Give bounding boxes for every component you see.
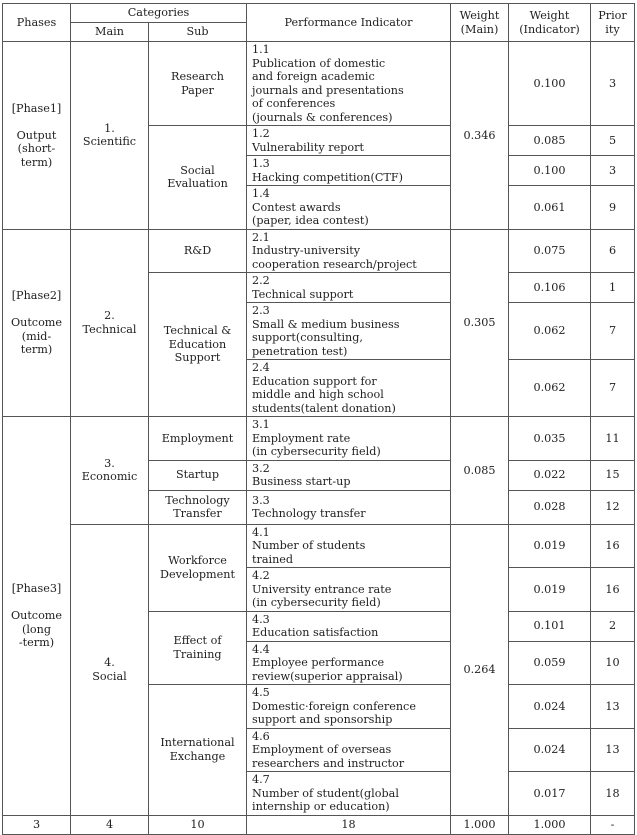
weight-indicator-cell: 0.019 <box>509 568 591 612</box>
priority-cell: 15 <box>591 460 635 490</box>
priority-cell: 13 <box>591 685 635 729</box>
main-category-cell: 2. Technical <box>71 229 149 417</box>
header-sub: Sub <box>149 23 247 42</box>
sub-category-cell: Research Paper <box>149 42 247 126</box>
indicator-number: 4.1 <box>252 525 270 539</box>
indicator-number: 2.4 <box>252 361 270 374</box>
indicator-text: Employment rate (in cybersecurity field) <box>252 431 381 458</box>
indicator-text: Number of student(global internship or education) <box>252 786 399 813</box>
header-weight-main: Weight (Main) <box>451 4 509 42</box>
indicator-number: 4.2 <box>252 569 270 582</box>
weight-indicator-cell: 0.106 <box>509 273 591 303</box>
indicator-text: Technology transfer <box>252 507 366 520</box>
sub-category-cell: R&D <box>149 229 247 273</box>
total-sub: 10 <box>149 815 247 834</box>
priority-cell: 11 <box>591 417 635 461</box>
priority-cell: 10 <box>591 641 635 685</box>
weight-main-cell: 0.085 <box>451 417 509 525</box>
weight-indicator-cell: 0.019 <box>509 524 591 568</box>
priority-cell: 5 <box>591 126 635 156</box>
sub-category-cell: Technology Transfer <box>149 490 247 524</box>
indicator-text: University entrance rate (in cybersecurity field) <box>252 582 392 609</box>
indicator-cell <box>247 360 451 417</box>
total-phases: 3 <box>3 815 71 834</box>
totals-row <box>3 815 635 834</box>
weight-main-cell: 0.264 <box>451 524 509 815</box>
priority-cell: 16 <box>591 568 635 612</box>
indicator-number: 1.1 <box>252 43 270 56</box>
weight-indicator-cell: 0.100 <box>509 42 591 126</box>
header-priority: Prior ity <box>591 4 635 42</box>
indicator-text: Small & medium business support(consulting, penetration test) <box>252 317 400 358</box>
indicator-text: Publication of domestic and foreign academic journals and presentations of conferences (journals & conferences) <box>252 56 404 124</box>
indicator-number: 2.1 <box>252 230 270 244</box>
indicator-number: 4.6 <box>252 729 270 743</box>
weight-indicator-cell: 0.035 <box>509 417 591 461</box>
weight-indicator-cell: 0.028 <box>509 490 591 524</box>
indicator-cell <box>247 460 451 490</box>
main-category-cell: 3. Economic <box>71 417 149 525</box>
indicator-cell <box>247 126 451 156</box>
indicator-text: Education support for middle and high school students(talent donation) <box>252 374 396 415</box>
priority-cell: 18 <box>591 772 635 816</box>
indicator-number: 2.2 <box>252 274 270 287</box>
priority-cell: 3 <box>591 156 635 186</box>
priority-cell: 7 <box>591 360 635 417</box>
indicator-number: 3.1 <box>252 418 270 431</box>
phase-cell: [Phase2] Outcome (mid- term) <box>3 229 71 417</box>
weight-indicator-cell: 0.022 <box>509 460 591 490</box>
indicator-cell <box>247 685 451 729</box>
weight-indicator-cell: 0.100 <box>509 156 591 186</box>
indicator-cell <box>247 568 451 612</box>
indicator-cell <box>247 611 451 641</box>
main-category-cell: 4. Social <box>71 524 149 815</box>
header-weight-indicator: Weight (Indicator) <box>509 4 591 42</box>
total-weight-indicator: 1.000 <box>509 815 591 834</box>
header-main: Main <box>71 23 149 42</box>
priority-cell: 13 <box>591 728 635 772</box>
indicator-cell <box>247 229 451 273</box>
header-indicator: Performance Indicator <box>247 4 451 42</box>
indicator-number: 3.2 <box>252 461 270 475</box>
sub-category-cell: Startup <box>149 460 247 490</box>
sub-category-cell: Effect of Training <box>149 611 247 685</box>
indicator-cell <box>247 42 451 126</box>
table-row <box>3 229 635 273</box>
indicator-cell <box>247 186 451 230</box>
priority-cell: 1 <box>591 273 635 303</box>
indicator-text: Technical support <box>252 287 354 301</box>
indicator-number: 4.5 <box>252 686 270 699</box>
sub-category-cell: International Exchange <box>149 685 247 816</box>
phase-cell: [Phase1] Output (short- term) <box>3 42 71 230</box>
indicator-text: Vulnerability report <box>252 140 364 154</box>
weight-indicator-cell: 0.059 <box>509 641 591 685</box>
weight-main-cell: 0.346 <box>451 42 509 230</box>
indicator-number: 1.3 <box>252 157 270 170</box>
indicator-number: 4.3 <box>252 612 270 626</box>
sub-category-cell: Employment <box>149 417 247 461</box>
priority-cell: 9 <box>591 186 635 230</box>
indicator-number: 4.7 <box>252 773 270 786</box>
sub-category-cell: Workforce Development <box>149 524 247 611</box>
indicator-text: Contest awards (paper, idea contest) <box>252 200 369 227</box>
weight-indicator-cell: 0.085 <box>509 126 591 156</box>
indicator-cell <box>247 156 451 186</box>
indicator-cell <box>247 273 451 303</box>
weight-indicator-cell: 0.075 <box>509 229 591 273</box>
priority-cell: 2 <box>591 611 635 641</box>
table-row <box>3 417 635 461</box>
indicator-cell <box>247 490 451 524</box>
total-indicators: 18 <box>247 815 451 834</box>
indicator-number: 1.2 <box>252 127 270 140</box>
header-categories: Categories <box>71 4 247 23</box>
indicator-text: Employee performance review(superior appraisal) <box>252 656 403 683</box>
indicator-number: 1.4 <box>252 187 270 200</box>
indicator-cell <box>247 303 451 360</box>
weight-main-cell: 0.305 <box>451 229 509 417</box>
indicator-number: 4.4 <box>252 642 270 656</box>
priority-cell: 7 <box>591 303 635 360</box>
phase-cell: [Phase3] Outcome (long -term) <box>3 417 71 816</box>
indicator-text: Number of students trained <box>252 539 366 566</box>
sub-category-cell: Technical & Education Support <box>149 273 247 417</box>
weight-indicator-cell: 0.061 <box>509 186 591 230</box>
indicator-cell <box>247 728 451 772</box>
indicator-text: Hacking competition(CTF) <box>252 170 403 184</box>
total-priority: - <box>591 815 635 834</box>
indicator-text: Business start-up <box>252 475 351 488</box>
weight-indicator-cell: 0.024 <box>509 728 591 772</box>
priority-cell: 16 <box>591 524 635 568</box>
indicator-number: 2.3 <box>252 304 270 317</box>
indicator-text: Education satisfaction <box>252 626 379 639</box>
performance-indicator-table <box>2 3 635 835</box>
weight-indicator-cell: 0.062 <box>509 303 591 360</box>
indicator-cell <box>247 772 451 816</box>
weight-indicator-cell: 0.024 <box>509 685 591 729</box>
table-row <box>3 42 635 126</box>
total-main: 4 <box>71 815 149 834</box>
priority-cell: 3 <box>591 42 635 126</box>
main-category-cell: 1. Scientific <box>71 42 149 230</box>
sub-category-cell: Social Evaluation <box>149 126 247 230</box>
indicator-cell <box>247 641 451 685</box>
total-weight-main: 1.000 <box>451 815 509 834</box>
indicator-text: Domestic·foreign conference support and sponsorship <box>252 699 416 726</box>
header-phases: Phases <box>3 4 71 42</box>
indicator-text: Industry-university cooperation research/project <box>252 244 417 271</box>
priority-cell: 12 <box>591 490 635 524</box>
table-row <box>3 524 635 568</box>
weight-indicator-cell: 0.062 <box>509 360 591 417</box>
weight-indicator-cell: 0.017 <box>509 772 591 816</box>
indicator-text: Employment of overseas researchers and instructor <box>252 743 405 770</box>
weight-indicator-cell: 0.101 <box>509 611 591 641</box>
indicator-number: 3.3 <box>252 493 270 507</box>
indicator-cell <box>247 417 451 461</box>
priority-cell: 6 <box>591 229 635 273</box>
indicator-cell <box>247 524 451 568</box>
